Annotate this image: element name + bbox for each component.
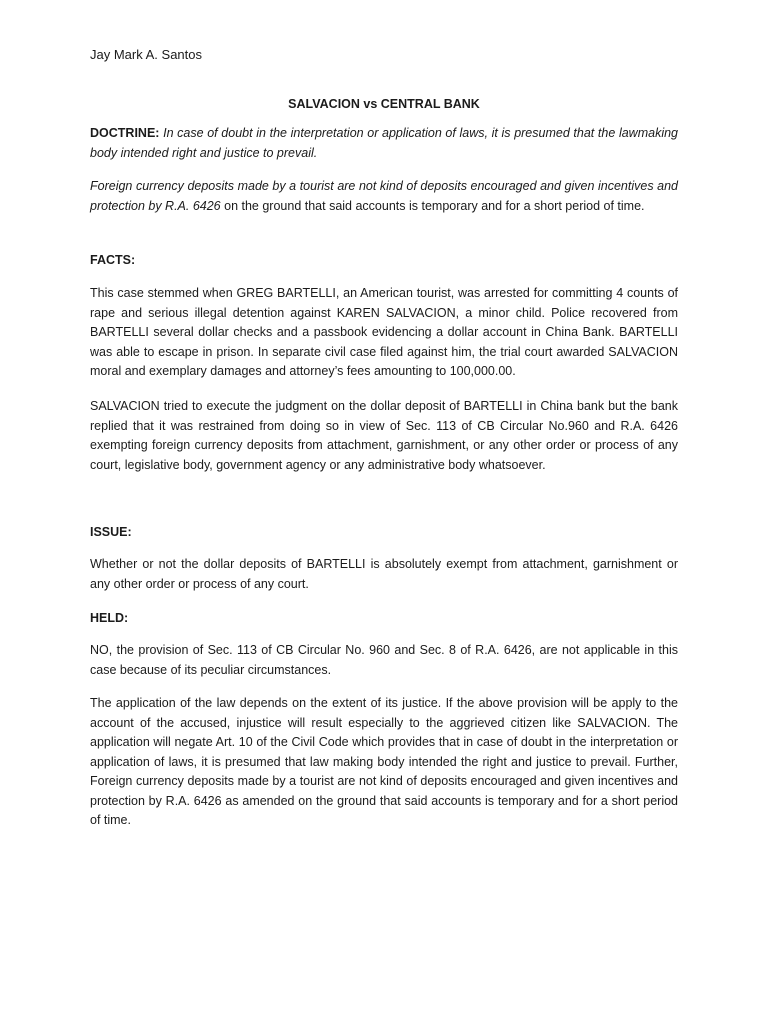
facts-paragraph-1: This case stemmed when GREG BARTELLI, an American tourist, was arrested for committing 4 counts of rape and serious illegal detention against KAREN SALVACION, a minor child. Police recovered from BARTELLI several dollar checks and a passbook evidencing a dollar account in China Bank. BARTELLI was able to escape in prison. In separate civil case filed against him, the trial court awarded SALVACION moral and exemplary damages and attorney’s fees amounting to 100,000.00. — [90, 286, 678, 378]
facts-heading: FACTS: — [90, 253, 136, 267]
foreign-deposit-italic-text: Foreign currency deposits made by a tourist are not kind of deposits encouraged and given incentives and protection by R.A. 6426 — [90, 179, 678, 213]
issue-heading: ISSUE: — [90, 525, 132, 539]
held-paragraph-2: The application of the law depends on the extent of its justice. If the above provision will be apply to the account of the accused, injustice will result especially to the aggrieved citizen like SALVACION. The application will negate Art. 10 of the Civil Code which provides that in case of doubt in the interpretation or application of laws, it is presumed that law making body intended the right and justice to prevail. Further, Foreign currency deposits made by a tourist are not kind of deposits encouraged and given incentives and protection by R.A. 6426 as amended on the ground that said accounts is temporary and for a short period of time. — [90, 696, 678, 827]
doctrine-paragraph — [90, 124, 678, 163]
facts-paragraph-2: SALVACION tried to execute the judgment on the dollar deposit of BARTELLI in China bank but the bank replied that it was restrained from doing so in view of Sec. 113 of CB Circular No.960 and R.A. 6426 exempting foreign currency deposits from attachment, garnishment, or any other order or process of any court, legislative body, government agency or any administrative body whatsoever. — [90, 399, 678, 472]
held-paragraph-1: NO, the provision of Sec. 113 of CB Circular No. 960 and Sec. 8 of R.A. 6426, are not applicable in this case because of its peculiar circumstances. — [90, 643, 678, 677]
issue-paragraph: Whether or not the dollar deposits of BARTELLI is absolutely exempt from attachment, garnishment or any other order or process of any court. — [90, 557, 678, 591]
author-name: Jay Mark A. Santos — [90, 47, 202, 62]
doctrine-label: DOCTRINE: — [90, 126, 160, 140]
doctrine-text: In case of doubt in the interpretation or application of laws, it is presumed that the lawmaking body intended right and justice to prevail. — [90, 126, 678, 160]
foreign-deposit-text: on the ground that said accounts is temporary and for a short period of time. — [224, 198, 645, 213]
held-heading: HELD: — [90, 611, 129, 625]
case-title: SALVACION vs CENTRAL BANK — [288, 97, 480, 111]
foreign-deposit-paragraph — [90, 177, 678, 216]
